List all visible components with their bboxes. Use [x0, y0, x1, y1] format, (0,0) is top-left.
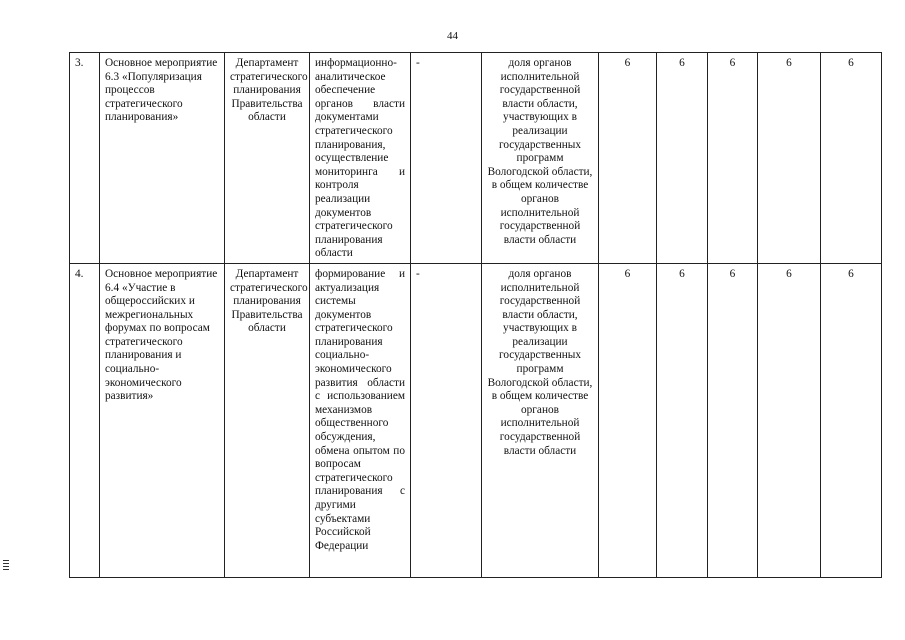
row-number: 3.	[70, 53, 100, 264]
table-row	[70, 263, 882, 577]
dash-cell: -	[411, 263, 482, 577]
expected-result-cell: информационно-аналитическое обеспечение органов власти документами стратегического планирования, осуществление мониторинга и контроля реализации документов стратегического планирования области	[310, 53, 411, 264]
dash-cell: -	[411, 53, 482, 264]
value-cell: 6	[708, 53, 758, 264]
executor-cell: Департамент стратегического планирования Правительства области	[225, 263, 310, 577]
page-number: 44	[447, 30, 458, 42]
event-name-cell: Основное мероприятие 6.4 «Участие в общероссийских и межрегиональных форумах по вопросам стратегического планирования и социально-экономического развития»	[100, 263, 225, 577]
executor-cell: Департамент стратегического планирования Правительства области	[225, 53, 310, 264]
value-cell: 6	[821, 53, 882, 264]
value-cell: 6	[599, 53, 657, 264]
value-cell: 6	[758, 263, 821, 577]
value-cell: 6	[758, 53, 821, 264]
indicator-cell: доля органов исполнительной государственной власти области, участвующих в реализации государственных программ Вологодской области, в общем количестве органов исполнительной государственной власти области	[482, 263, 599, 577]
expected-result-cell: формирование и актуализация системы документов стратегического планирования социально-экономического развития области с использованием механизмов общественного обсуждения, обмена опытом по вопросам стратегического планирования с другими субъектами Российской Федерации	[310, 263, 411, 577]
value-cell: 6	[657, 53, 708, 264]
margin-scan-mark	[3, 560, 9, 572]
table-row	[70, 53, 882, 264]
event-name-cell: Основное мероприятие 6.3 «Популяризация процессов стратегического планирования»	[100, 53, 225, 264]
value-cell: 6	[821, 263, 882, 577]
value-cell: 6	[708, 263, 758, 577]
value-cell: 6	[657, 263, 708, 577]
value-cell: 6	[599, 263, 657, 577]
row-number: 4.	[70, 263, 100, 577]
indicator-cell: доля органов исполнительной государственной власти области, участвующих в реализации государственных программ Вологодской области, в общем количестве органов исполнительной государственной власти области	[482, 53, 599, 264]
program-events-table	[69, 52, 882, 578]
